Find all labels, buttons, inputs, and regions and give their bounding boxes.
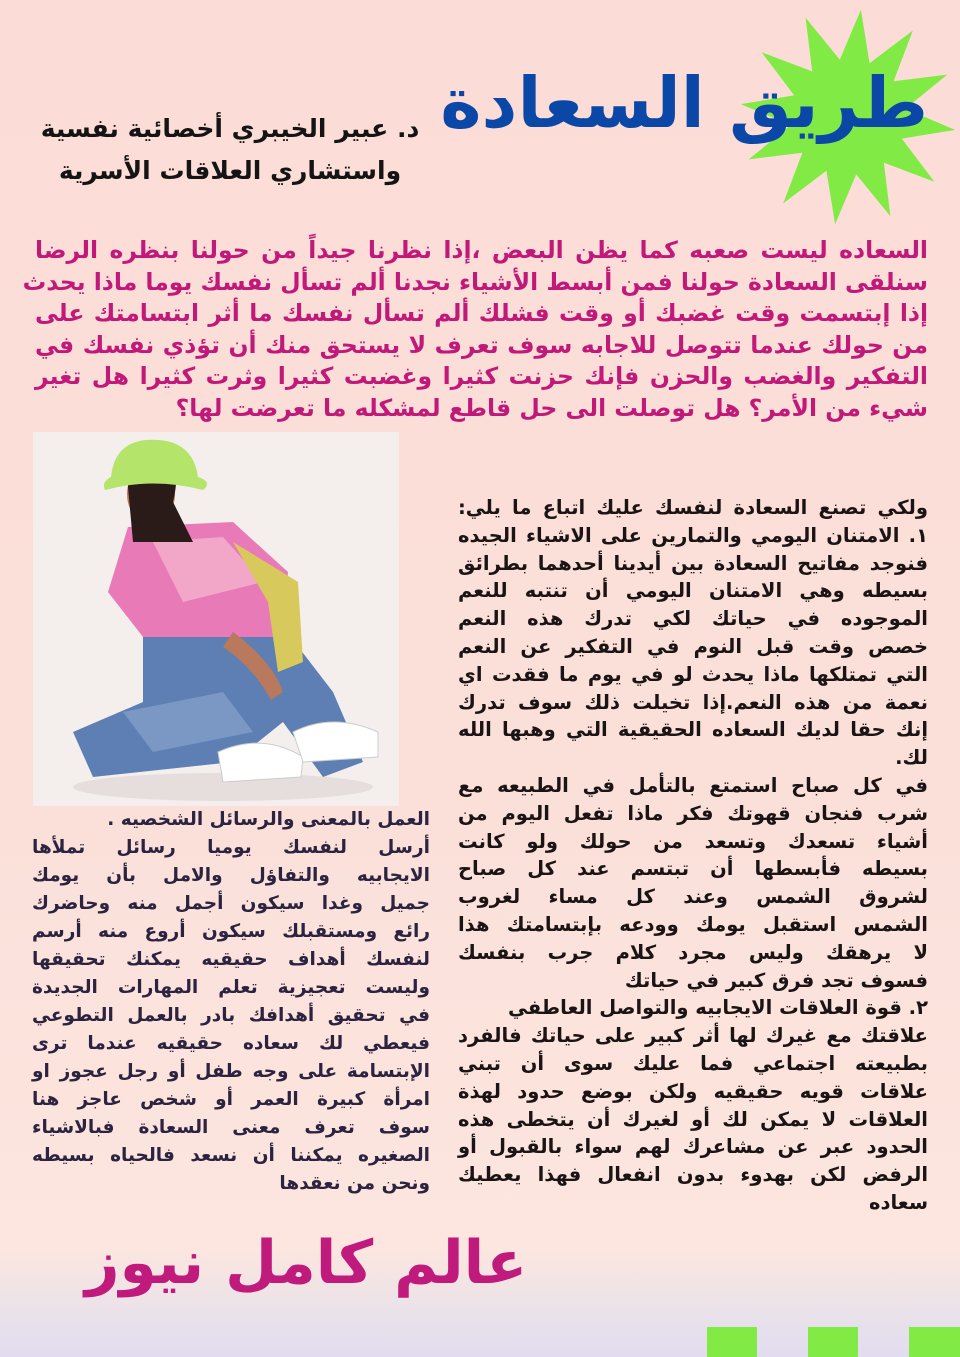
- text-line: إذا إبتسمت وقت غضبك أو وقت فشلك ألم تسأل نفسك ما أثر ابتسامتك على: [35, 299, 928, 327]
- text-line: لشروق الشمس وعند كل مساء لغروب: [458, 885, 928, 909]
- text-line: رائع ومستقبلك سيكون أروع منه أرسم: [32, 921, 430, 942]
- text-line: أرسل لنفسك يوميا رسائل تملأها: [32, 837, 430, 858]
- text-line: جميل وغدا سيكون أجمل منه وحاضرك: [32, 893, 430, 914]
- text-line: نعمة من هذه النعم.إذا تخيلت ذلك سوف تدرك: [458, 690, 928, 714]
- text-line: سعاده: [868, 1190, 928, 1214]
- text-line: ونحن من نعقدها: [279, 1173, 430, 1194]
- text-line: لنفسك أهداف حقيقيه يمكنك تحقيقها: [32, 949, 430, 970]
- text-line: علاقتك مع غيرك لها أثر كبير على حياتك فالفرد: [458, 1024, 928, 1048]
- text-line: الموجوده في حياتك لكي تدرك هذه النعم: [458, 607, 928, 631]
- author-name: د. عبير الخيبري أخصائية نفسية: [40, 114, 420, 143]
- text-line: خصص وقت قبل النوم في التفكير عن النعم: [458, 634, 928, 658]
- text-line: بسيطه وهي الامتنان اليومي أن تنتبه للنعم: [458, 579, 928, 603]
- text-line: فنوجد مفاتيح السعادة بين أيدينا أحدهما بطرائق: [458, 551, 928, 575]
- text-line: لك.: [895, 746, 928, 770]
- text-line: فيعطي لك سعاده حقيقيه عندما ترى: [32, 1033, 430, 1054]
- text-line: السعاده ليست صعبه كما يظن البعض ،إذا نظرنا جيداً من حولنا بنظره الرضا: [35, 236, 928, 264]
- author-byline: [40, 108, 420, 192]
- publication-logo: عالم كامل نيوز: [85, 1228, 528, 1298]
- text-line: في تحقيق أهدافك بادر بالعمل التطوعي: [32, 1005, 430, 1026]
- green-square-decoration: [707, 1327, 757, 1357]
- author-role: واستشاري العلاقات الأسرية: [58, 156, 402, 185]
- text-line: العمل بالمعنى والرسائل الشخصيه .: [107, 809, 430, 830]
- page-title: طريق السعادة: [440, 62, 928, 144]
- text-line: الشمس استقبل يومك وودعه بإبتسامتك هذا: [458, 912, 928, 936]
- text-line: ٢. قوة العلاقات الايجابيه والتواصل العاطفي: [508, 996, 928, 1020]
- text-line: من حولك عندما تتوصل للاجابه سوف تعرف لا يستحق منك أن تؤذي نفسك في: [35, 330, 928, 359]
- text-line: الايجابيه والتفاؤل والامل بأن يومك: [32, 865, 430, 886]
- text-line: بسيطه فأبسطها أن تبتسم عند كل صباح: [458, 857, 928, 881]
- left-column-article: [32, 806, 430, 1198]
- text-line: لا يرهقك وليس مجرد كلام جرب بنفسك: [458, 940, 928, 964]
- text-line: امرأة كبيرة العمر أو شخص عاجز هنا: [32, 1089, 430, 1110]
- text-line: العلاقات لا يمكن لك أو لغيرك أن يتخطى هذه: [458, 1107, 928, 1131]
- text-line: سوف تعرف معنى السعادة فبالاشياء: [32, 1117, 430, 1138]
- text-line: الرفض لكن بهدوء بدون انفعال فهذا يعطيك: [458, 1163, 928, 1187]
- text-line: التي تمتلكها ماذا يحدث لو في يوم ما فقدت اي: [458, 662, 928, 686]
- text-line: الصغيره يمكننا أن نسعد فالحياه بسيطه: [32, 1145, 430, 1166]
- model-photo: [33, 432, 399, 806]
- text-line: الحدود عبر عن مشاعرك لهم سواء بالقبول أو: [458, 1135, 928, 1159]
- text-line: إنك حقا لديك السعاده الحقيقية التي وهبها الله: [458, 718, 928, 742]
- intro-paragraph: [22, 235, 928, 424]
- green-square-decoration: [808, 1327, 858, 1357]
- right-column-article: [458, 494, 928, 1217]
- text-line: شيء من الأمر؟ هل توصلت الى حل قاطع لمشكله ما تعرضت لها؟: [175, 393, 928, 422]
- green-square-decoration: [909, 1327, 960, 1357]
- text-line: سنلقى السعادة حولنا فمن أبسط الأشياء نجدنا ألم تسأل نفسك يوما ماذا يحدث: [22, 267, 928, 296]
- text-line: في كل صباح استمتع بالتأمل في الطبيعه مع: [458, 773, 928, 797]
- text-line: بطبيعته اجتماعي فما عليك سوى أن تبني: [458, 1051, 928, 1075]
- text-line: الإبتسامة على وجه طفل أو رجل عجوز او: [32, 1061, 430, 1082]
- text-line: علاقات قويه حقيقيه ولكن بوضع حدود لهذة: [458, 1079, 928, 1103]
- text-line: فسوف تجد فرق كبير في حياتك: [624, 968, 928, 992]
- text-line: شرب فنجان قهوتك فكر ماذا تفعل اليوم من: [458, 801, 928, 825]
- text-line: ١. الامتنان اليومي والتمارين على الاشياء الجيده: [458, 523, 928, 547]
- text-line: التفكير والغضب والحزن فإنك حزنت كثيرا وغضبت كثيرا وثرت كثيرا هل تغير: [35, 362, 928, 390]
- text-line: أشياء تسعدك وتسعد من حولك ولو كانت: [458, 829, 928, 853]
- text-line: وليست تعجيزية تعلم المهارات الجديدة: [32, 977, 430, 998]
- text-line: ولكي تصنع السعادة لنفسك عليك اتباع ما يلي:: [458, 496, 928, 519]
